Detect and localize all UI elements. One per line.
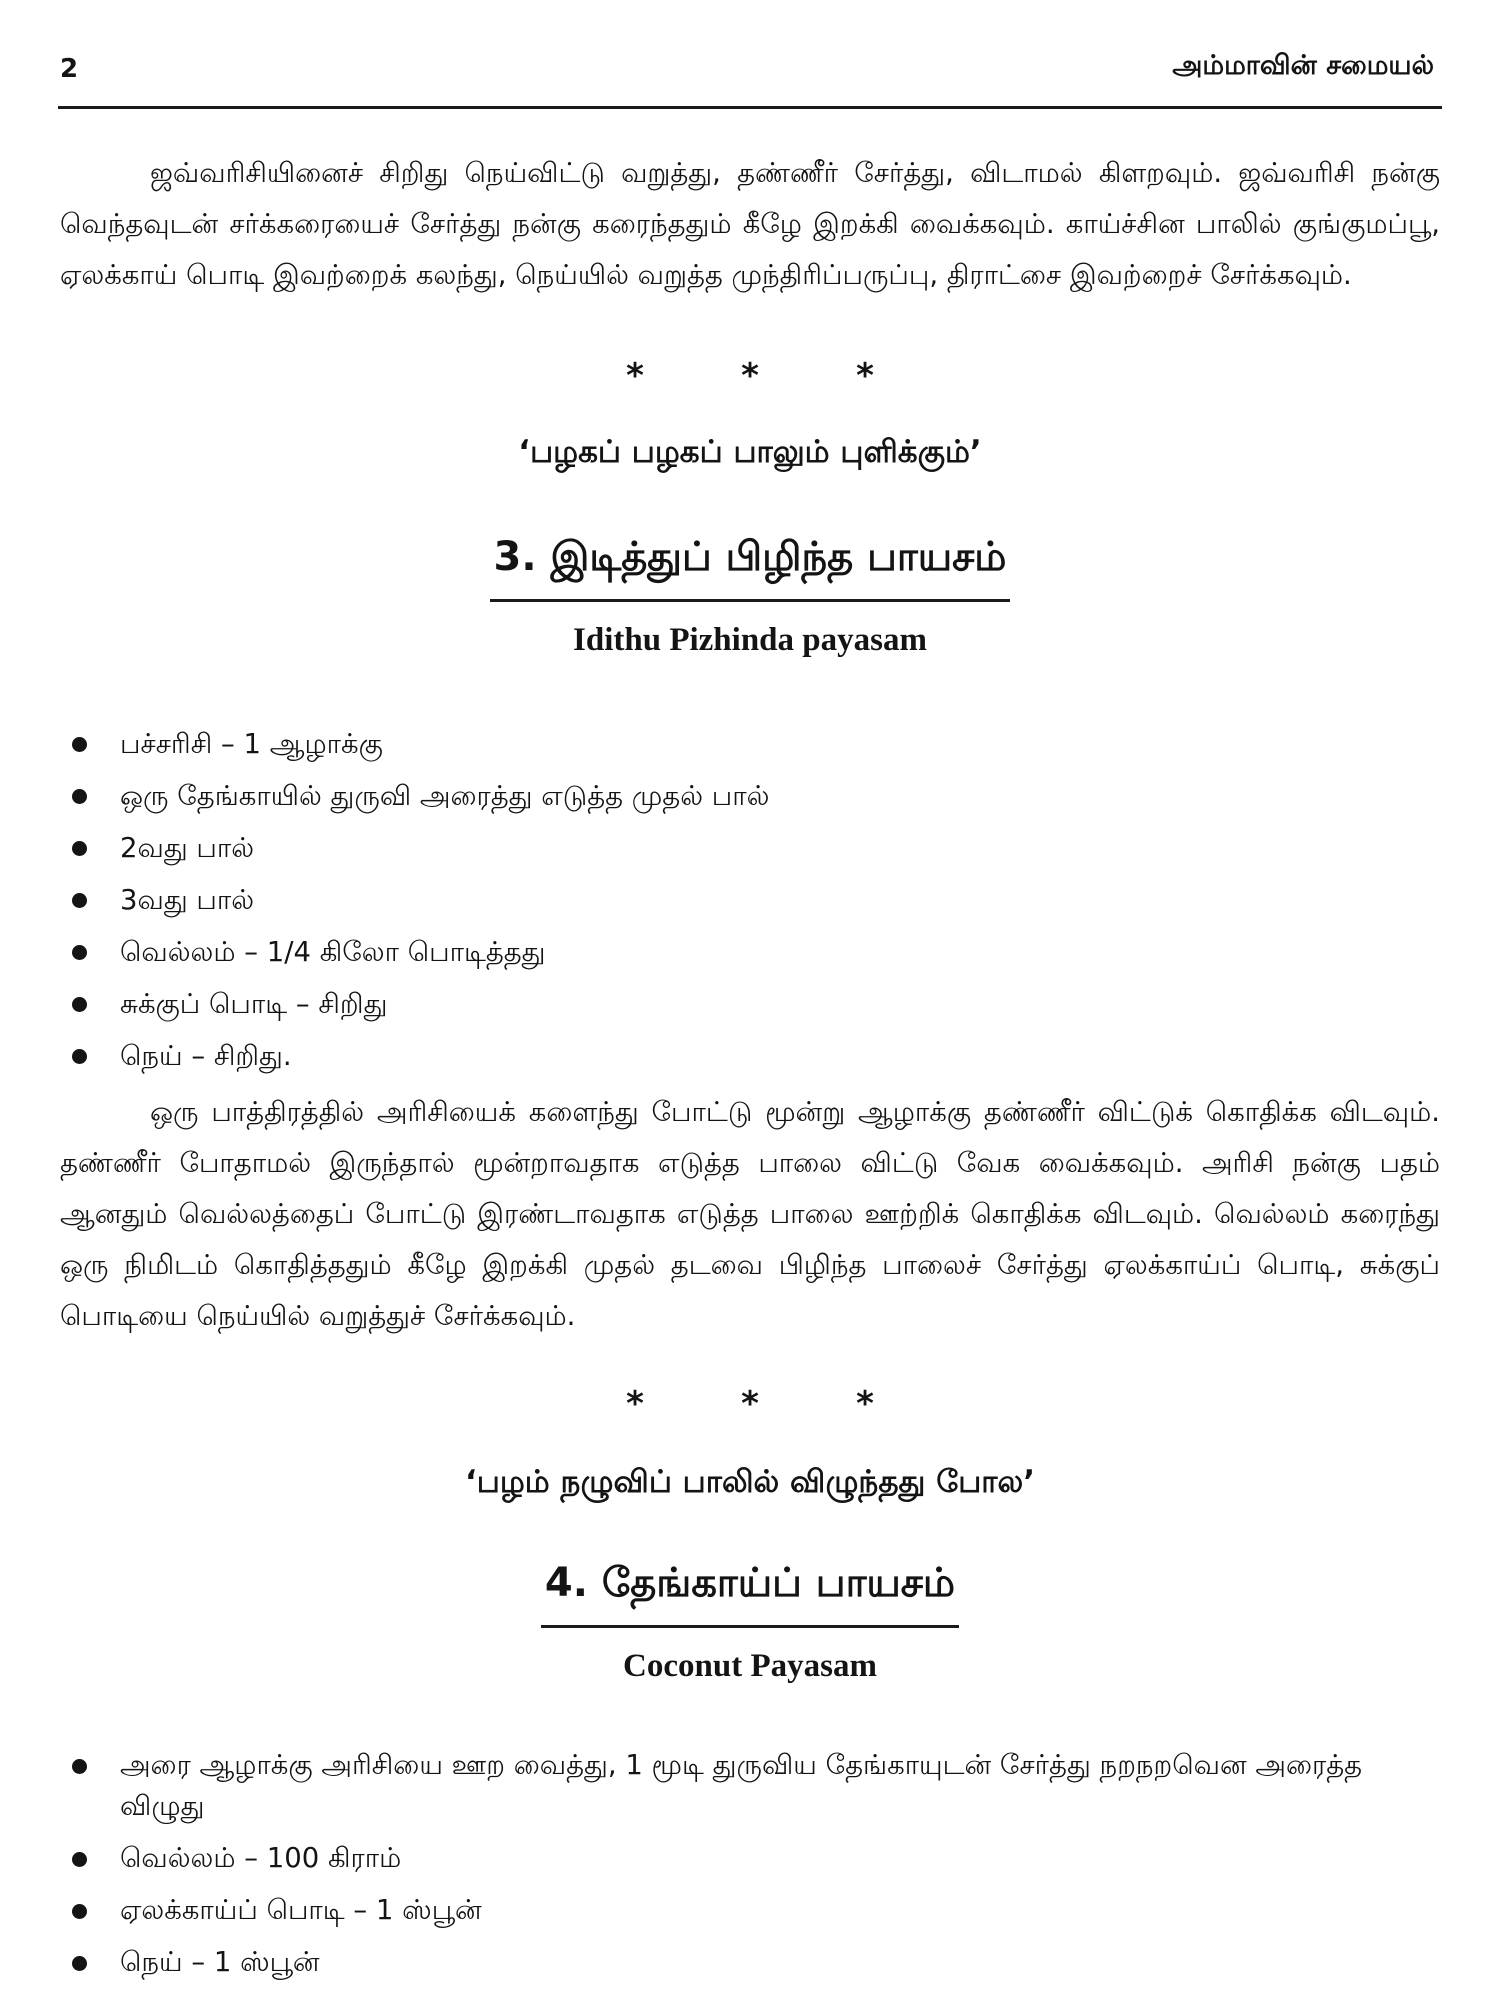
bullet-icon <box>72 1049 87 1064</box>
recipe-subtitle: Coconut Payasam <box>623 1648 877 1684</box>
divider-star: * <box>856 356 874 396</box>
recipe-title <box>0 1560 1500 1628</box>
ingredient-item <box>60 770 1440 822</box>
ingredient-item <box>60 1890 1440 1931</box>
header-rule <box>58 106 1442 109</box>
ingredient-text: சுக்குப் பொடி – சிறிது <box>120 988 388 1020</box>
intro-paragraph: ஜவ்வரிசியினைச் சிறிது நெய்விட்டு வறுத்து, தண்ணீர் சேர்த்து, விடாமல் கிளறவும். ஜவ்வரிசி நன்கு வெந்தவுடன் சர்க்கரையைச் சேர்த்து நன்கு கரைந்ததும் கீழே இறக்கி வைக்கவும். காய்ச்சின பாலில் குங்குமப்பூ, ஏலக்காய் பொடி இவற்றைக் கலந்து, நெய்யில் வறுத்த முந்திரிப்பருப்பு, திராட்சை இவற்றைச் சேர்க்கவும். <box>60 157 1440 291</box>
divider-star: * <box>626 356 644 396</box>
ingredient-list <box>60 1745 1440 1994</box>
section-divider-stars <box>0 356 1500 396</box>
ingredient-text: வெல்லம் – 100 கிராம் <box>120 1842 402 1874</box>
ingredient-text: அரை ஆழாக்கு அரிசியை ஊற வைத்து, 1 மூடி துருவிய தேங்காயுடன் சேர்த்து நறநறவென அரைத்த விழுது <box>120 1749 1363 1822</box>
recipe-title <box>0 534 1500 602</box>
page-number: 2 <box>60 54 79 84</box>
bullet-icon <box>72 737 87 752</box>
ingredient-text: ஒரு தேங்காயில் துருவி அரைத்து எடுத்த முதல் பால் <box>120 780 770 812</box>
recipe-title-text: 4. தேங்காய்ப் பாயசம் <box>541 1560 959 1628</box>
ingredient-text: வெல்லம் – 1/4 கிலோ பொடித்தது <box>120 936 546 968</box>
recipe-subtitle: Idithu Pizhinda payasam <box>573 622 927 658</box>
ingredient-item <box>60 718 1440 770</box>
ingredient-item <box>60 1745 1440 1827</box>
ingredient-item <box>60 1942 1440 1983</box>
ingredient-item <box>60 926 1440 978</box>
ingredient-text: நெய் – 1 ஸ்பூன் <box>120 1946 320 1978</box>
ingredient-item <box>60 1838 1440 1879</box>
proverb: ‘பழகப் பழகப் பாலும் புளிக்கும்’ <box>518 434 982 470</box>
proverb: ‘பழம் நழுவிப் பாலில் விழுந்தது போல’ <box>465 1464 1035 1500</box>
ingredient-text: 2வது பால் <box>120 832 255 864</box>
ingredient-text: நெய் – சிறிது. <box>120 1040 292 1072</box>
bullet-icon <box>72 1852 87 1867</box>
divider-star: * <box>741 1384 759 1424</box>
ingredient-item <box>60 822 1440 874</box>
bullet-icon <box>72 1904 87 1919</box>
ingredient-item <box>60 978 1440 1030</box>
recipe-title-text: 3. இடித்துப் பிழிந்த பாயசம் <box>490 534 1011 602</box>
divider-star: * <box>741 356 759 396</box>
bullet-icon <box>72 1759 87 1774</box>
divider-star: * <box>626 1384 644 1424</box>
ingredient-item <box>60 874 1440 926</box>
bullet-icon <box>72 841 87 856</box>
section-divider-stars <box>0 1384 1500 1424</box>
bullet-icon <box>72 893 87 908</box>
ingredient-text: ஏலக்காய்ப் பொடி – 1 ஸ்பூன் <box>120 1894 482 1926</box>
divider-star: * <box>856 1384 874 1424</box>
ingredient-list <box>60 718 1440 1082</box>
ingredient-text: 3வது பால் <box>120 884 255 916</box>
ingredient-item <box>60 1030 1440 1082</box>
method-paragraph: ஒரு பாத்திரத்தில் அரிசியைக் களைந்து போட்டு மூன்று ஆழாக்கு தண்ணீர் விட்டுக் கொதிக்க விடவும். தண்ணீர் போதாமல் இருந்தால் மூன்றாவதாக எடுத்த பாலை விட்டு வேக வைக்கவும். அரிசி நன்கு பதம் ஆனதும் வெல்லத்தைப் போட்டு இரண்டாவதாக எடுத்த பாலை ஊற்றிக் கொதிக்க விடவும். வெல்லம் கரைந்து ஒரு நிமிடம் கொதித்ததும் கீழே இறக்கி முதல் தடவை பிழிந்த பாலைச் சேர்த்து ஏலக்காய்ப் பொடி, சுக்குப் பொடியை நெய்யில் வறுத்துச் சேர்க்கவும். <box>60 1096 1440 1332</box>
bullet-icon <box>72 789 87 804</box>
running-title: அம்மாவின் சமையல் <box>1172 50 1434 81</box>
bullet-icon <box>72 945 87 960</box>
ingredient-text: பச்சரிசி – 1 ஆழாக்கு <box>120 728 383 760</box>
bullet-icon <box>72 997 87 1012</box>
page-header <box>58 38 1442 98</box>
bullet-icon <box>72 1956 87 1971</box>
